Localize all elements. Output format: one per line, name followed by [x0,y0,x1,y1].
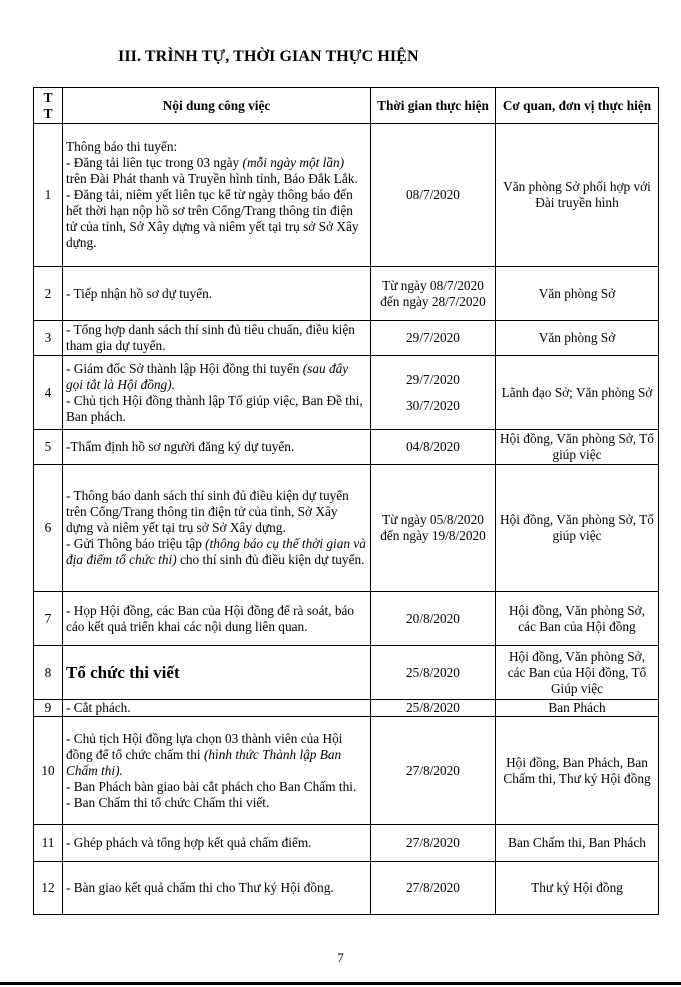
row-number: 11 [34,825,63,862]
content-note: (sau đây gọi tắt là Hội đồng). [66,360,349,392]
header-tt-line1: T [43,89,53,105]
content-text: - Đăng tải, niêm yết liên tục kể từ ngày thông báo đến hết thời hạn nộp hồ sơ trên Cổng/Trang thông tin điện tử của tỉnh, Sở Xây dựng và niêm yết tại trụ sở Sở Xây dựng. [66,187,359,250]
table-row [34,862,659,915]
row-number: 3 [34,321,63,356]
header-tt [34,88,63,124]
row-content: - Bàn giao kết quả chấm thi cho Thư ký Hội đồng. [63,862,371,915]
schedule-table [33,87,659,915]
row-number: 9 [34,700,63,717]
row-time: 04/8/2020 [371,430,496,465]
row-unit: Hội đồng, Văn phòng Sở, Tổ giúp việc [496,465,659,592]
page-number: 7 [337,950,344,965]
row-content: Tổ chức thi viết [63,646,371,700]
row-number: 5 [34,430,63,465]
content-text: - Giám đốc Sở thành lập Hội đồng thi tuyển [66,360,303,376]
table-header-row [34,88,659,124]
row-time: 27/8/2020 [371,862,496,915]
row-unit: Văn phòng Sở [496,321,659,356]
row-unit: Hội đồng, Ban Phách, Ban Chấm thi, Thư ký Hội đồng [496,717,659,825]
row-number: 6 [34,465,63,592]
row-content: - Họp Hội đồng, các Ban của Hội đồng để rà soát, báo cáo kết quả triển khai các nội dung liên quan. [63,592,371,646]
row-number: 8 [34,646,63,700]
header-time: Thời gian thực hiện [371,88,496,124]
row-number: 12 [34,862,63,915]
content-text: - Đăng tải liên tục trong 03 ngày [66,155,243,170]
table-row [34,825,659,862]
row-time [371,356,496,430]
table-row [34,592,659,646]
section-title: III. TRÌNH TỰ, THỜI GIAN THỰC HIỆN [118,48,419,65]
content-text: - Chủ tịch Hội đồng thành lập Tổ giúp việc, Ban Đề thi, Ban phách. [66,392,363,424]
row-time: 25/8/2020 [371,700,496,717]
time-value: 29/7/2020 [406,371,460,387]
table-row [34,321,659,356]
row-content [63,124,371,267]
content-text: - Ban Chấm thi tổ chức Chấm thi viết. [66,794,270,810]
row-time: Từ ngày 05/8/2020 đến ngày 19/8/2020 [371,465,496,592]
row-content [63,356,371,430]
row-unit: Lãnh đạo Sở; Văn phòng Sở [496,356,659,430]
row-unit: Hội đồng, Văn phòng Sở, các Ban của Hội đồng [496,592,659,646]
row-unit: Ban Chấm thi, Ban Phách [496,825,659,862]
row-time: 08/7/2020 [371,124,496,267]
table-row [34,430,659,465]
content-text: - Chủ tịch Hội đồng lựa chọn 03 thành viên của Hội đồng để tổ chức chấm thi [66,730,343,762]
row-number: 1 [34,124,63,267]
row-number: 10 [34,717,63,825]
content-note: (hình thức Thành lập Ban Chấm thi). [66,746,342,778]
row-content: - Tổng hợp danh sách thí sinh đủ tiêu chuẩn, điều kiện tham gia dự tuyển. [63,321,371,356]
row-time: 27/8/2020 [371,825,496,862]
row-time: 29/7/2020 [371,321,496,356]
header-unit: Cơ quan, đơn vị thực hiện [496,88,659,124]
row-time: 27/8/2020 [371,717,496,825]
content-text: - Thông báo danh sách thí sinh đủ điều kiện dự tuyển trên Cổng/Trang thông tin điện tử của tỉnh, Sở Xây dựng và niêm yết tại trụ sở Sở Xây dựng. [66,488,349,535]
content-text: Thông báo thi tuyển: [66,139,178,154]
header-tt-line2: T [43,105,53,121]
row-content: - Ghép phách và tổng hợp kết quả chấm điểm. [63,825,371,862]
row-time: 25/8/2020 [371,646,496,700]
row-content: -Thẩm định hồ sơ người đăng ký dự tuyển. [63,430,371,465]
row-content [63,465,371,592]
row-unit: Văn phòng Sở [496,267,659,321]
row-unit: Hội đồng, Văn phòng Sở, Tổ giúp việc [496,430,659,465]
row-number: 2 [34,267,63,321]
row-content [63,717,371,825]
content-note: (thông báo cụ thể thời gian và địa điểm tổ chức thi) [66,536,366,567]
content-note: (mỗi ngày một lần) [242,155,345,170]
table-row [34,356,659,430]
table-row [34,700,659,717]
table-row [34,124,659,267]
row-unit: Ban Phách [496,700,659,717]
table-row [34,717,659,825]
row-unit: Hội đồng, Văn phòng Sở, các Ban của Hội đồng, Tổ Giúp việc [496,646,659,700]
table-row [34,267,659,321]
table-row [34,646,659,700]
table-row [34,465,659,592]
content-text: - Ban Phách bàn giao bài cắt phách cho Ban Chấm thi. [66,778,357,794]
row-time: Từ ngày 08/7/2020 đến ngày 28/7/2020 [371,267,496,321]
content-text: cho thí sinh đủ điều kiện dự tuyển. [176,552,365,567]
row-time: 20/8/2020 [371,592,496,646]
content-text: - Gửi Thông báo triệu tập [66,536,206,551]
bottom-rule [0,982,681,985]
content-text: trên Đài Phát thanh và Truyền hình tỉnh, Báo Đắk Lắk. [66,171,358,186]
row-content: - Cắt phách. [63,700,371,717]
row-unit: Văn phòng Sở phối hợp với Đài truyền hình [496,124,659,267]
row-content: - Tiếp nhận hồ sơ dự tuyển. [63,267,371,321]
row-unit: Thư ký Hội đồng [496,862,659,915]
time-value: 30/7/2020 [406,397,460,413]
header-content: Nội dung công việc [63,88,371,124]
row-number: 4 [34,356,63,430]
row-number: 7 [34,592,63,646]
